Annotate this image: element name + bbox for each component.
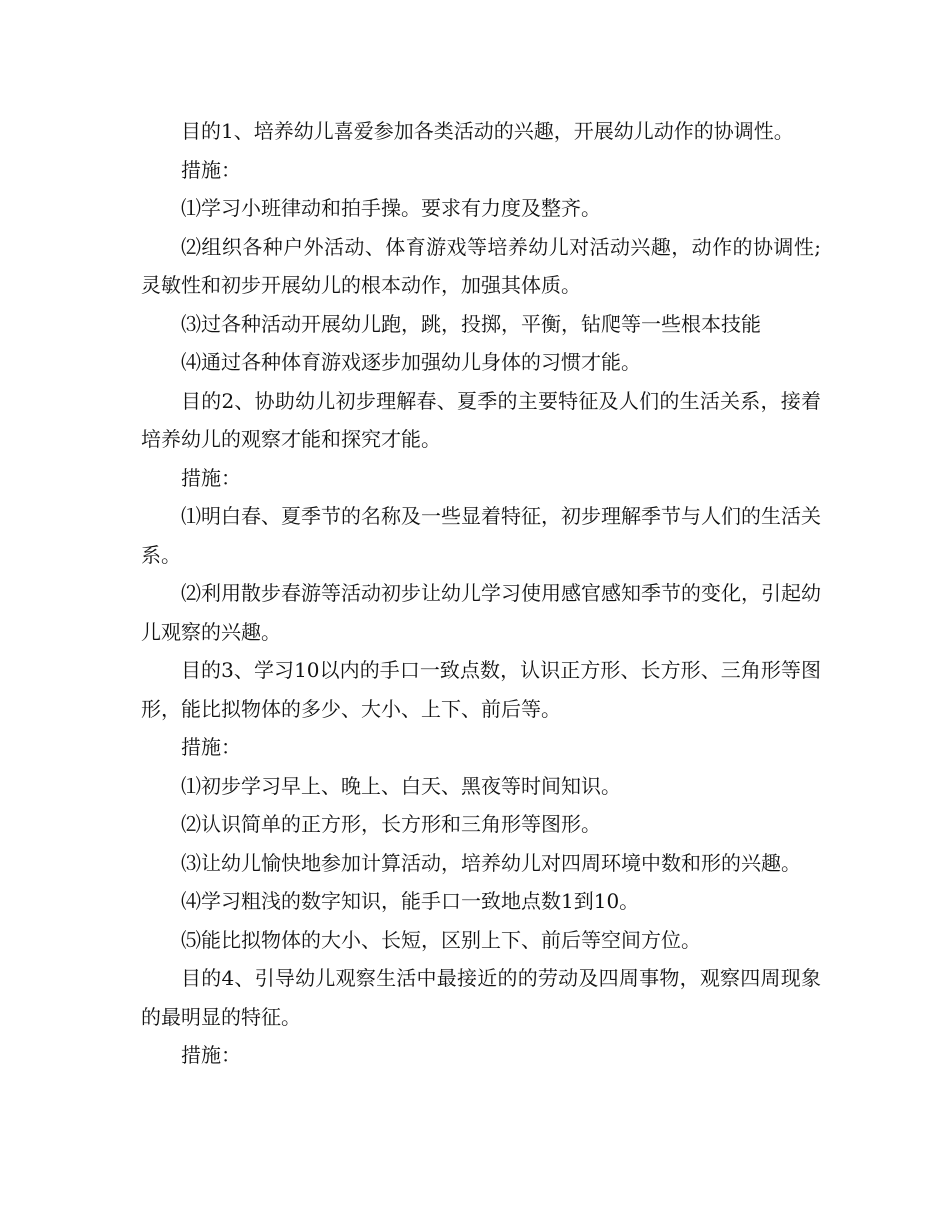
measures-heading: 措施： — [181, 735, 241, 759]
measure-item: ⑶让幼儿愉快地参加计算活动，培养幼儿对四周环境中数和形的兴趣。 — [181, 850, 801, 875]
goal-3-paragraph: 目的3、学习10以内的手口一致点数，认识正方形、长方形、三角形等图形，能比拟物体的多少、大小、上下、前后等。 — [141, 658, 821, 721]
measure-item: ⑷通过各种体育游戏逐步加强幼儿身体的习惯才能。 — [181, 350, 641, 374]
goal-4-paragraph: 目的4、引导幼儿观察生活中最接近的的劳动及四周事物，观察四周现象的最明显的特征。 — [141, 966, 821, 1029]
measure-item: ⑴明白春、夏季节的名称及一些显着特征，初步理解季节与人们的生活关系。 — [141, 504, 821, 567]
measures-heading: 措施： — [181, 157, 241, 182]
measure-item: ⑸能比拟物体的大小、长短，区别上下、前后等空间方位。 — [181, 927, 701, 952]
measure-item: ⑵组织各种户外活动、体育游戏等培养幼儿对活动兴趣，动作的协调性;灵敏性和初步开展幼儿的根本动作，加强其体质。 — [141, 234, 821, 297]
measure-item: ⑶过各种活动开展幼儿跑，跳，投掷，平衡，钻爬等一些根本技能 — [181, 311, 761, 336]
measure-item: ⑵认识简单的正方形，长方形和三角形等图形。 — [181, 812, 601, 836]
measure-item: ⑷学习粗浅的数字知识，能手口一致地点数1到10。 — [181, 889, 640, 913]
measure-item: ⑴初步学习早上、晚上、白天、黑夜等时间知识。 — [181, 773, 621, 798]
document-body — [141, 112, 821, 1075]
measures-heading: 措施： — [181, 465, 241, 490]
goal-1-paragraph: 目的1、培养幼儿喜爱参加各类活动的兴趣，开展幼儿动作的协调性。 — [181, 119, 794, 143]
measures-heading: 措施： — [181, 1043, 241, 1067]
goal-2-paragraph: 目的2、协助幼儿初步理解春、夏季的主要特征及人们的生活关系，接着培养幼儿的观察才能和探究才能。 — [141, 388, 821, 451]
measure-item: ⑴学习小班律动和拍手操。要求有力度及整齐。 — [181, 196, 601, 220]
measure-item: ⑵利用散步春游等活动初步让幼儿学习使用感官感知季节的变化，引起幼儿观察的兴趣。 — [141, 581, 821, 644]
